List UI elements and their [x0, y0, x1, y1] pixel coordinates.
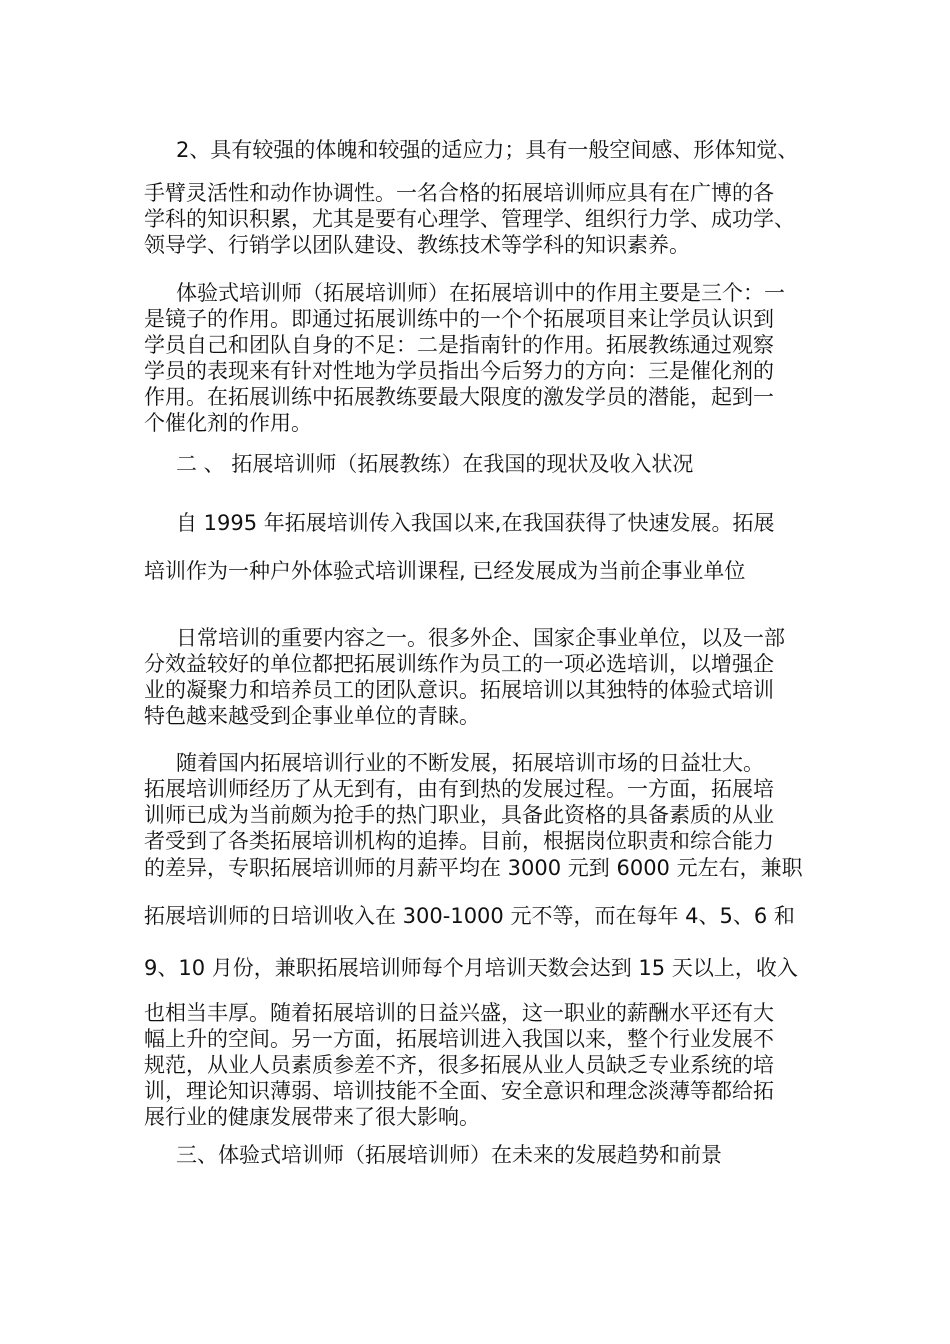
paragraph-line: 训，理论知识薄弱、培训技能不全面、安全意识和理念淡薄等都给拓: [144, 1079, 774, 1103]
paragraph-line: 学员自己和团队自身的不足：二是指南针的作用。拓展教练通过观察: [144, 333, 774, 357]
paragraph-line: 体验式培训师（拓展培训师）在拓展培训中的作用主要是三个：一: [176, 281, 785, 305]
paragraph-line: 培训作为一种户外体验式培训课程, 已经发展成为当前企事业单位: [144, 559, 746, 583]
paragraph-line: 业的凝聚力和培养员工的团队意识。拓展培训以其独特的体验式培训: [144, 678, 774, 702]
paragraph-line: 作用。在拓展训练中拓展教练要最大限度的激发学员的潜能，起到一: [144, 385, 774, 409]
paragraph-line: 9、10 月份，兼职拓展培训师每个月培训天数会达到 15 天以上，收入: [144, 956, 798, 980]
paragraph-line: 拓展培训师的日培训收入在 300-1000 元不等，而在每年 4、5、6 和: [144, 904, 795, 928]
paragraph-line: 日常培训的重要内容之一。很多外企、国家企事业单位，以及一部: [176, 626, 785, 650]
section-heading: 二 、 拓展培训师（拓展教练）在我国的现状及收入状况: [176, 452, 694, 476]
paragraph-line: 随着国内拓展培训行业的不断发展，拓展培训市场的日益壮大。: [176, 751, 764, 775]
paragraph-line: 2、具有较强的体魄和较强的适应力；具有一般空间感、形体知觉、: [176, 138, 799, 162]
paragraph-line: 特色越来越受到企事业单位的青睐。: [144, 704, 480, 728]
paragraph-line: 拓展培训师经历了从无到有，由有到热的发展过程。一方面，拓展培: [144, 777, 774, 801]
paragraph-line: 自 1995 年拓展培训传入我国以来,在我国获得了快速发展。拓展: [176, 511, 775, 535]
paragraph-line: 个催化剂的作用。: [144, 411, 312, 435]
section-heading: 三、体验式培训师（拓展培训师）在未来的发展趋势和前景: [176, 1143, 722, 1167]
paragraph-line: 学员的表现来有针对性地为学员指出今后努力的方向：三是催化剂的: [144, 359, 774, 383]
paragraph-line: 训师已成为当前颇为抢手的热门职业，具备此资格的具备素质的从业: [144, 803, 774, 827]
paragraph-line: 的差异，专职拓展培训师的月薪平均在 3000 元到 6000 元左右，兼职: [144, 856, 803, 880]
paragraph-line: 是镜子的作用。即通过拓展训练中的一个个拓展项目来让学员认识到: [144, 307, 774, 331]
paragraph-line: 幅上升的空间。另一方面，拓展培训进入我国以来，整个行业发展不: [144, 1027, 774, 1051]
paragraph-line: 也相当丰厚。随着拓展培训的日益兴盛，这一职业的薪酬水平还有大: [144, 1001, 774, 1025]
paragraph-line: 规范，从业人员素质参差不齐，很多拓展从业人员缺乏专业系统的培: [144, 1053, 774, 1077]
paragraph-line: 学科的知识积累，尤其是要有心理学、管理学、组织行力学、成功学、: [144, 207, 795, 231]
paragraph-line: 分效益较好的单位都把拓展训练作为员工的一项必选培训，以增强企: [144, 652, 774, 676]
paragraph-line: 展行业的健康发展带来了很大影响。: [144, 1105, 480, 1129]
paragraph-line: 领导学、行销学以团队建设、教练技术等学科的知识素养。: [144, 233, 690, 257]
paragraph-line: 手臂灵活性和动作协调性。一名合格的拓展培训师应具有在广博的各: [144, 181, 774, 205]
paragraph-line: 者受到了各类拓展培训机构的追捧。目前，根据岗位职责和综合能力: [144, 829, 774, 853]
